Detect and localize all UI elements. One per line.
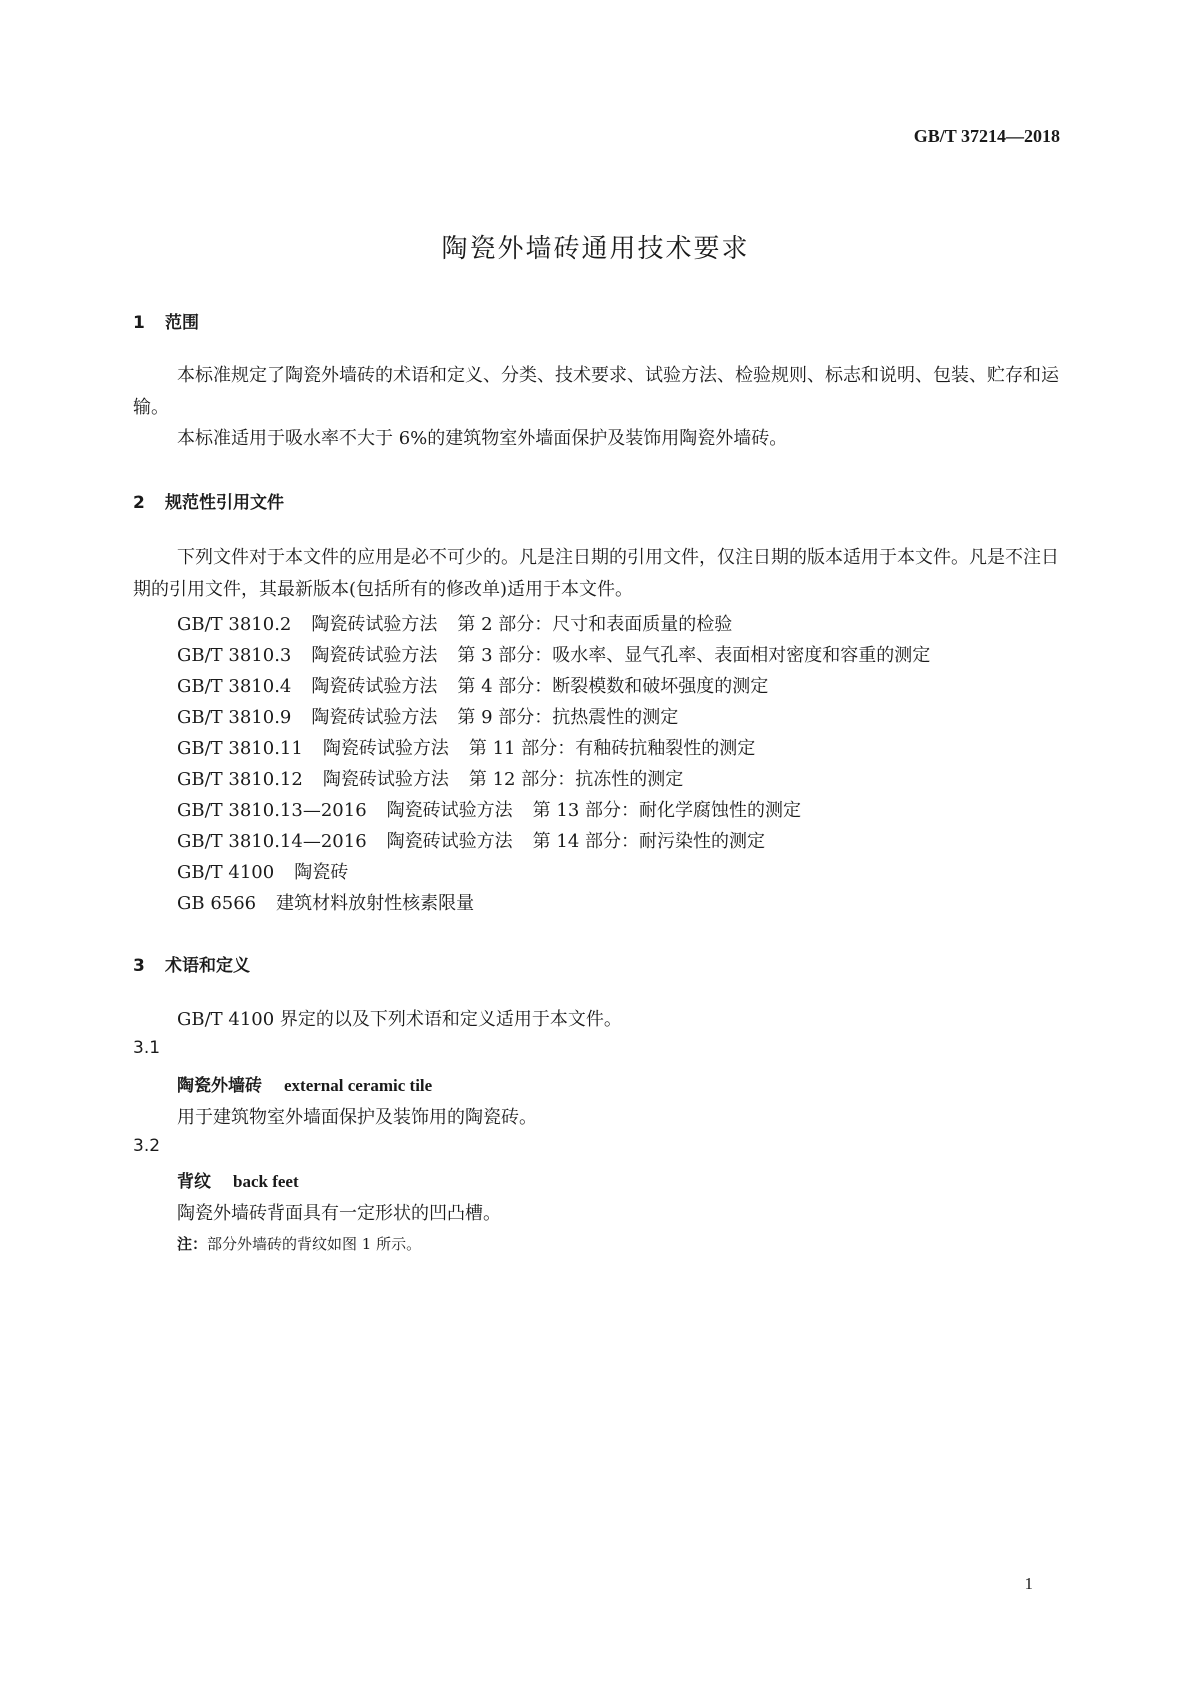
reference-part: 第 4 部分：断裂模数和破坏强度的测定 <box>457 676 769 697</box>
reference-code: GB/T 3810.3 <box>177 645 292 666</box>
reference-title: 陶瓷砖试验方法 <box>311 614 438 635</box>
reference-title: 陶瓷砖试验方法 <box>311 707 438 728</box>
section-1-paragraph: 本标准规定了陶瓷外墙砖的术语和定义、分类、技术要求、试验方法、检验规则、标志和说明、包装、贮存和运输。 <box>133 365 1059 418</box>
reference-title: 陶瓷砖试验方法 <box>386 800 513 821</box>
reference-part: 第 14 部分：耐污染性的测定 <box>532 831 766 852</box>
reference-code: GB/T 4100 <box>177 862 275 883</box>
reference-item <box>177 889 474 915</box>
reference-part: 第 11 部分：有釉砖抗釉裂性的测定 <box>468 738 756 759</box>
term-zh: 陶瓷外墙砖 <box>177 1076 262 1096</box>
reference-item <box>177 765 683 791</box>
reference-code: GB/T 3810.4 <box>177 676 292 697</box>
section-2-paragraph: 下列文件对于本文件的应用是必不可少的。凡是注日期的引用文件，仅注日期的版本适用于本文件。凡是不注日期的引用文件，其最新版本(包括所有的修改单)适用于本文件。 <box>133 547 1059 600</box>
reference-part: 第 2 部分：尺寸和表面质量的检验 <box>457 614 733 635</box>
term-en: back feet <box>233 1172 299 1191</box>
reference-part: 第 3 部分：吸水率、显气孔率、表面相对密度和容重的测定 <box>457 645 931 666</box>
reference-code: GB/T 3810.12 <box>177 769 303 790</box>
reference-title: 陶瓷砖试验方法 <box>322 738 449 759</box>
reference-part: 第 13 部分：耐化学腐蚀性的测定 <box>532 800 802 821</box>
reference-code: GB/T 3810.14—2016 <box>177 831 367 852</box>
term-entry <box>177 1071 432 1096</box>
reference-part: 第 9 部分：抗热震性的测定 <box>457 707 679 728</box>
reference-code: GB/T 3810.2 <box>177 614 292 635</box>
reference-code: GB/T 3810.11 <box>177 738 303 759</box>
reference-item <box>177 610 732 636</box>
note-label: 注： <box>177 1235 208 1253</box>
reference-code: GB 6566 <box>177 893 257 914</box>
term-entry <box>177 1167 299 1192</box>
reference-title: 陶瓷砖试验方法 <box>386 831 513 852</box>
term-en: external ceramic tile <box>284 1076 433 1095</box>
section-number: 1 <box>133 313 145 333</box>
section-1-heading <box>133 308 199 333</box>
reference-item <box>177 796 801 822</box>
reference-item <box>177 672 768 698</box>
section-title: 范围 <box>165 313 199 333</box>
note-text: 部分外墙砖的背纹如图 1 所示。 <box>207 1235 422 1253</box>
page-number: 1 <box>1024 1574 1033 1593</box>
section-3-heading <box>133 951 250 976</box>
term-number: 3.2 <box>133 1136 161 1156</box>
reference-item <box>177 858 348 884</box>
reference-title: 陶瓷砖试验方法 <box>322 769 449 790</box>
section-1-paragraph: 本标准适用于吸水率不大于 6%的建筑物室外墙面保护及装饰用陶瓷外墙砖。 <box>177 428 788 449</box>
reference-title: 建筑材料放射性核素限量 <box>276 893 475 914</box>
term-definition: 用于建筑物室外墙面保护及装饰用的陶瓷砖。 <box>177 1107 537 1128</box>
reference-item <box>177 703 678 729</box>
reference-code: GB/T 3810.9 <box>177 707 292 728</box>
reference-item <box>177 827 765 853</box>
reference-title: 陶瓷砖试验方法 <box>311 676 438 697</box>
section-2-heading <box>133 488 284 513</box>
section-number: 2 <box>133 493 145 513</box>
section-3-paragraph: GB/T 4100 界定的以及下列术语和定义适用于本文件。 <box>177 1009 622 1030</box>
section-title: 规范性引用文件 <box>165 493 284 513</box>
term-number: 3.1 <box>133 1038 161 1058</box>
term-note <box>177 1233 421 1254</box>
term-definition: 陶瓷外墙砖背面具有一定形状的凹凸槽。 <box>177 1203 501 1224</box>
reference-item <box>177 734 755 760</box>
standard-code: GB/T 37214—2018 <box>913 126 1060 146</box>
reference-item <box>177 641 930 667</box>
reference-code: GB/T 3810.13—2016 <box>177 800 367 821</box>
term-zh: 背纹 <box>177 1172 211 1192</box>
section-number: 3 <box>133 956 145 976</box>
document-title: 陶瓷外墙砖通用技术要求 <box>441 234 750 264</box>
reference-title: 陶瓷砖试验方法 <box>311 645 438 666</box>
reference-part: 第 12 部分：抗冻性的测定 <box>468 769 684 790</box>
reference-title: 陶瓷砖 <box>294 862 349 883</box>
section-title: 术语和定义 <box>165 956 250 976</box>
